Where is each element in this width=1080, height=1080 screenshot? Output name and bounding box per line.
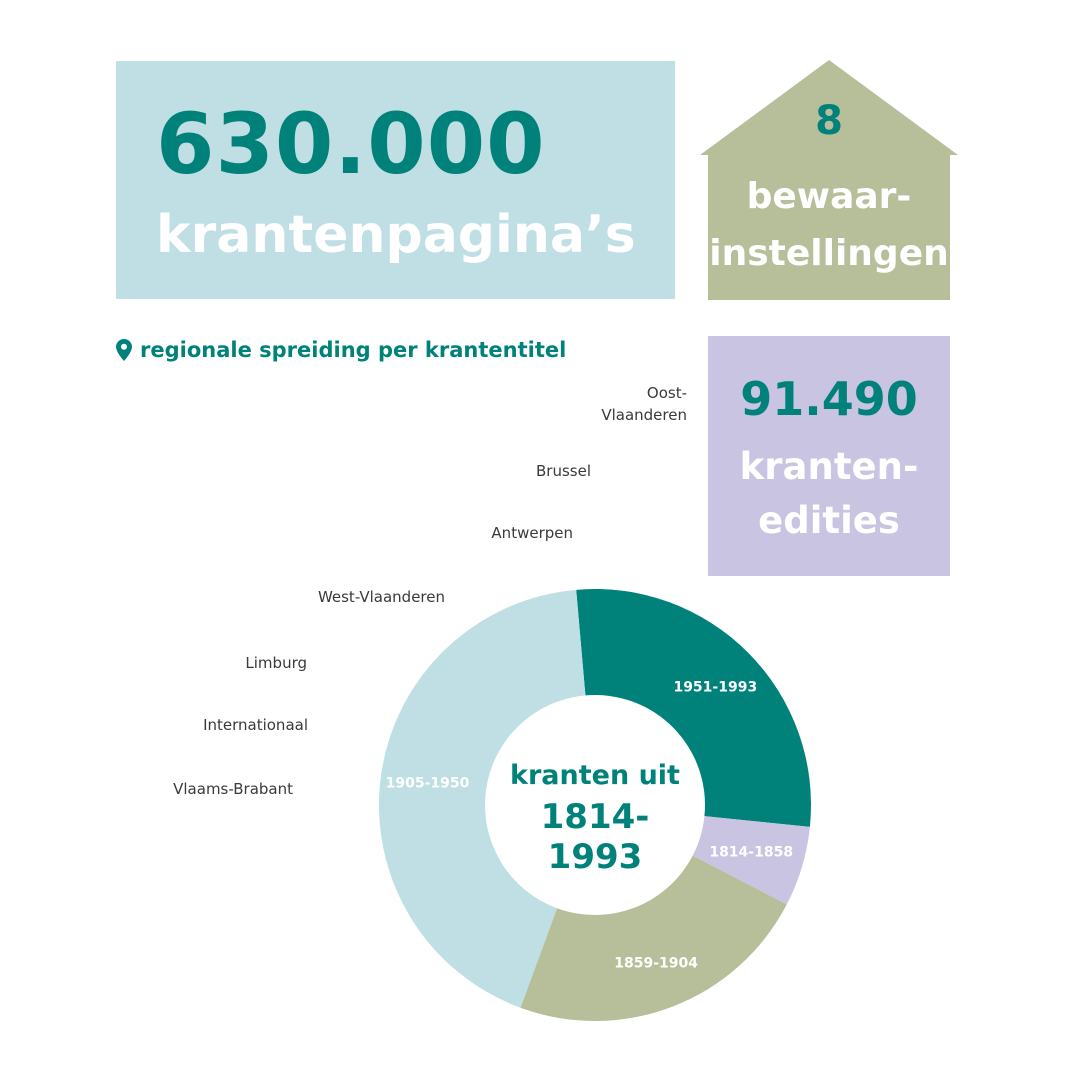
region-limburg: Limburg <box>245 654 307 672</box>
region-west-vlaanderen: West-Vlaanderen <box>317 588 445 606</box>
donut-label-1951-1993: 1951-1993 <box>673 679 758 696</box>
pages-label: krantenpagina’s <box>156 205 636 265</box>
region-vlaams-brabant: Vlaams-Brabant <box>173 780 293 798</box>
institutions-label-line2: instellingen <box>709 233 949 274</box>
region-antwerpen: Antwerpen <box>491 524 573 542</box>
region-title-text: regionale spreiding per krantentitel <box>140 338 567 362</box>
donut-label-1905-1950: 1905-1950 <box>385 775 470 792</box>
donut-label-1859-1904: 1859-1904 <box>614 955 698 972</box>
institutions-label-line1: bewaar- <box>746 176 912 217</box>
donut-center-text <box>495 760 695 877</box>
region-internationaal: Internationaal <box>203 716 308 734</box>
donut-label-1814-1858: 1814-1858 <box>709 844 794 861</box>
pages-count: 630.000 <box>156 95 546 193</box>
region-oost-vlaanderen-line1: Oost- <box>646 384 687 402</box>
editions-label-line1: kranten- <box>739 445 919 488</box>
editions-count: 91.490 <box>740 372 918 426</box>
region-oost-vlaanderen-line2: Vlaanderen <box>601 406 687 424</box>
chart-title: kranten uit <box>510 760 680 791</box>
editions-label-line2: edities <box>758 499 900 542</box>
chart-subtitle: 1814-1993 <box>540 797 650 877</box>
region-brussel: Brussel <box>536 462 591 480</box>
institutions-count: 8 <box>815 98 843 144</box>
